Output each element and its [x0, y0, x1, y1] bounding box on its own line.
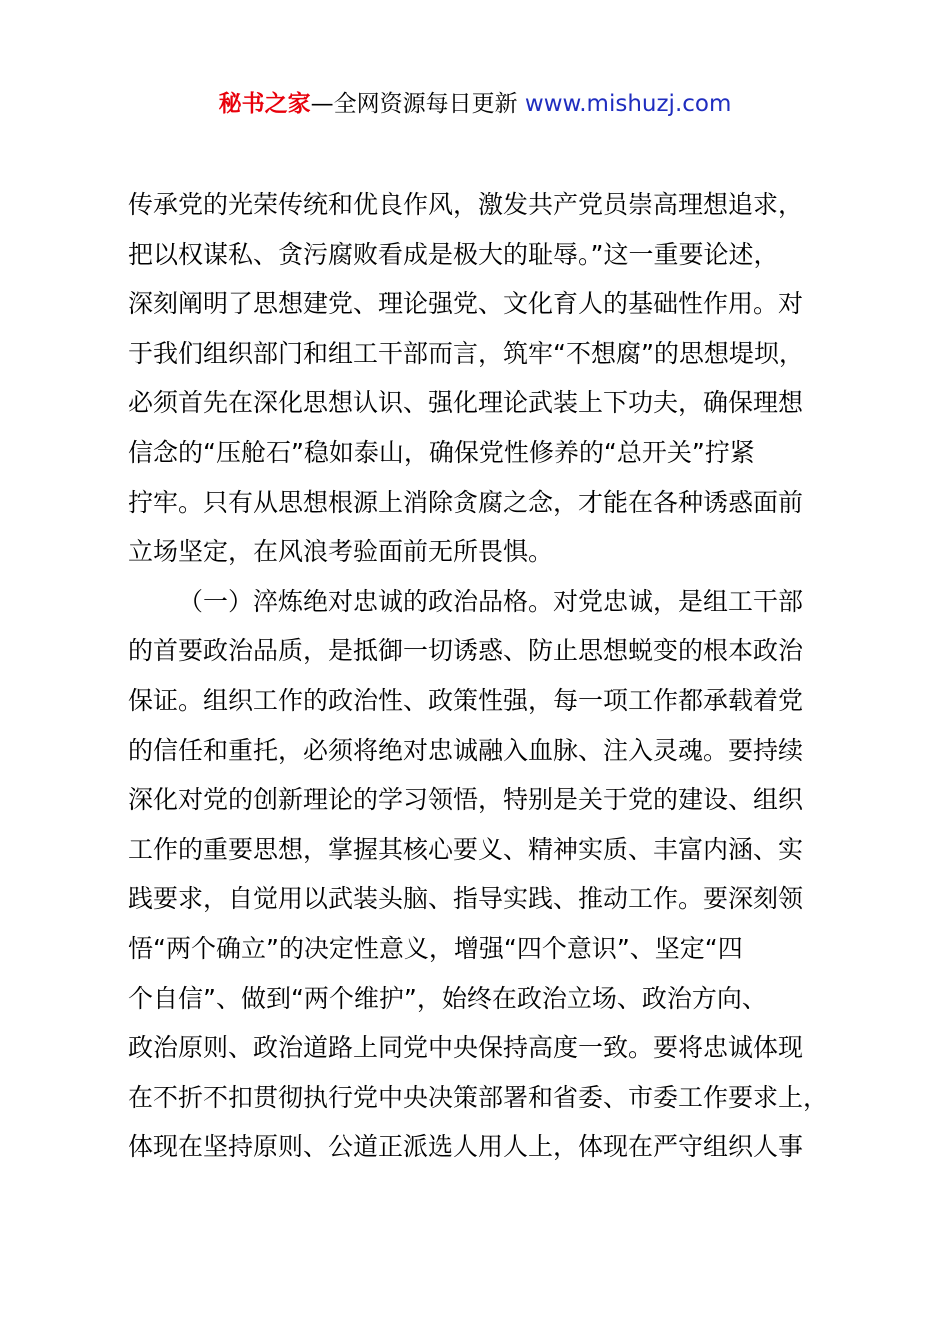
text-line: 悟“两个确立”的决定性意义，增强“四个意识”、坚定“四: [128, 933, 743, 963]
text-line: 个自信”、做到“两个维护”，始终在政治立场、政治方向、: [128, 983, 767, 1013]
text-line: 于我们组织部门和组工干部而言，筑牢“不想腐”的思想堤坝，: [128, 338, 804, 368]
text-line: 践要求，自觉用以武装头脑、指导实践、推动工作。要深刻领: [128, 884, 804, 914]
section-heading-line: （一）淬炼绝对忠诚的政治品格。对党忠诚，是组工干部: [178, 586, 804, 616]
text-line: 信念的“压舱石”稳如泰山，确保党性修养的“总开关”拧紧: [128, 437, 755, 467]
text-line: 深化对党的创新理论的学习领悟，特别是关于党的建设、组织: [128, 785, 804, 815]
text-line: 的首要政治品质，是抵御一切诱惑、防止思想蜕变的根本政治: [128, 636, 804, 666]
text-line: 深刻阐明了思想建党、理论强党、文化育人的基础性作用。对: [128, 289, 804, 319]
text-line: 立场坚定，在风浪考验面前无所畏惧。: [128, 537, 554, 567]
text-line: 在不折不扣贯彻执行党中央决策部署和省委、市委工作要求上，: [128, 1082, 829, 1112]
brand-name: 秘书之家: [218, 91, 311, 117]
text-line: 保证。组织工作的政治性、政策性强，每一项工作都承载着党: [128, 685, 804, 715]
text-line: 传承党的光荣传统和优良作风，激发共产党员崇高理想追求，: [128, 190, 804, 219]
body-text: [128, 180, 838, 1172]
text-line: 政治原则、政治道路上同党中央保持高度一致。要将忠诚体现: [128, 1033, 804, 1063]
header-url-link[interactable]: www.mishuzj.com: [524, 91, 732, 117]
text-line: 把以权谋私、贪污腐败看成是极大的耻辱。”这一重要论述，: [128, 239, 779, 269]
text-line: 的信任和重托，必须将绝对忠诚融入血脉、注入灵魂。要持续: [128, 735, 804, 765]
text-line: 工作的重要思想，掌握其核心要义、精神实质、丰富内涵、实: [128, 834, 804, 864]
text-line: 体现在坚持原则、公道正派选人用人上，体现在严守组织人事: [128, 1132, 804, 1162]
page-header: [0, 86, 950, 122]
text-line: 拧牢。只有从思想根源上消除贪腐之念，才能在各种诱惑面前: [128, 487, 804, 517]
header-slogan: —全网资源每日更新: [310, 91, 525, 117]
text-line: 必须首先在深化思想认识、强化理论武装上下功夫，确保理想: [128, 388, 804, 418]
